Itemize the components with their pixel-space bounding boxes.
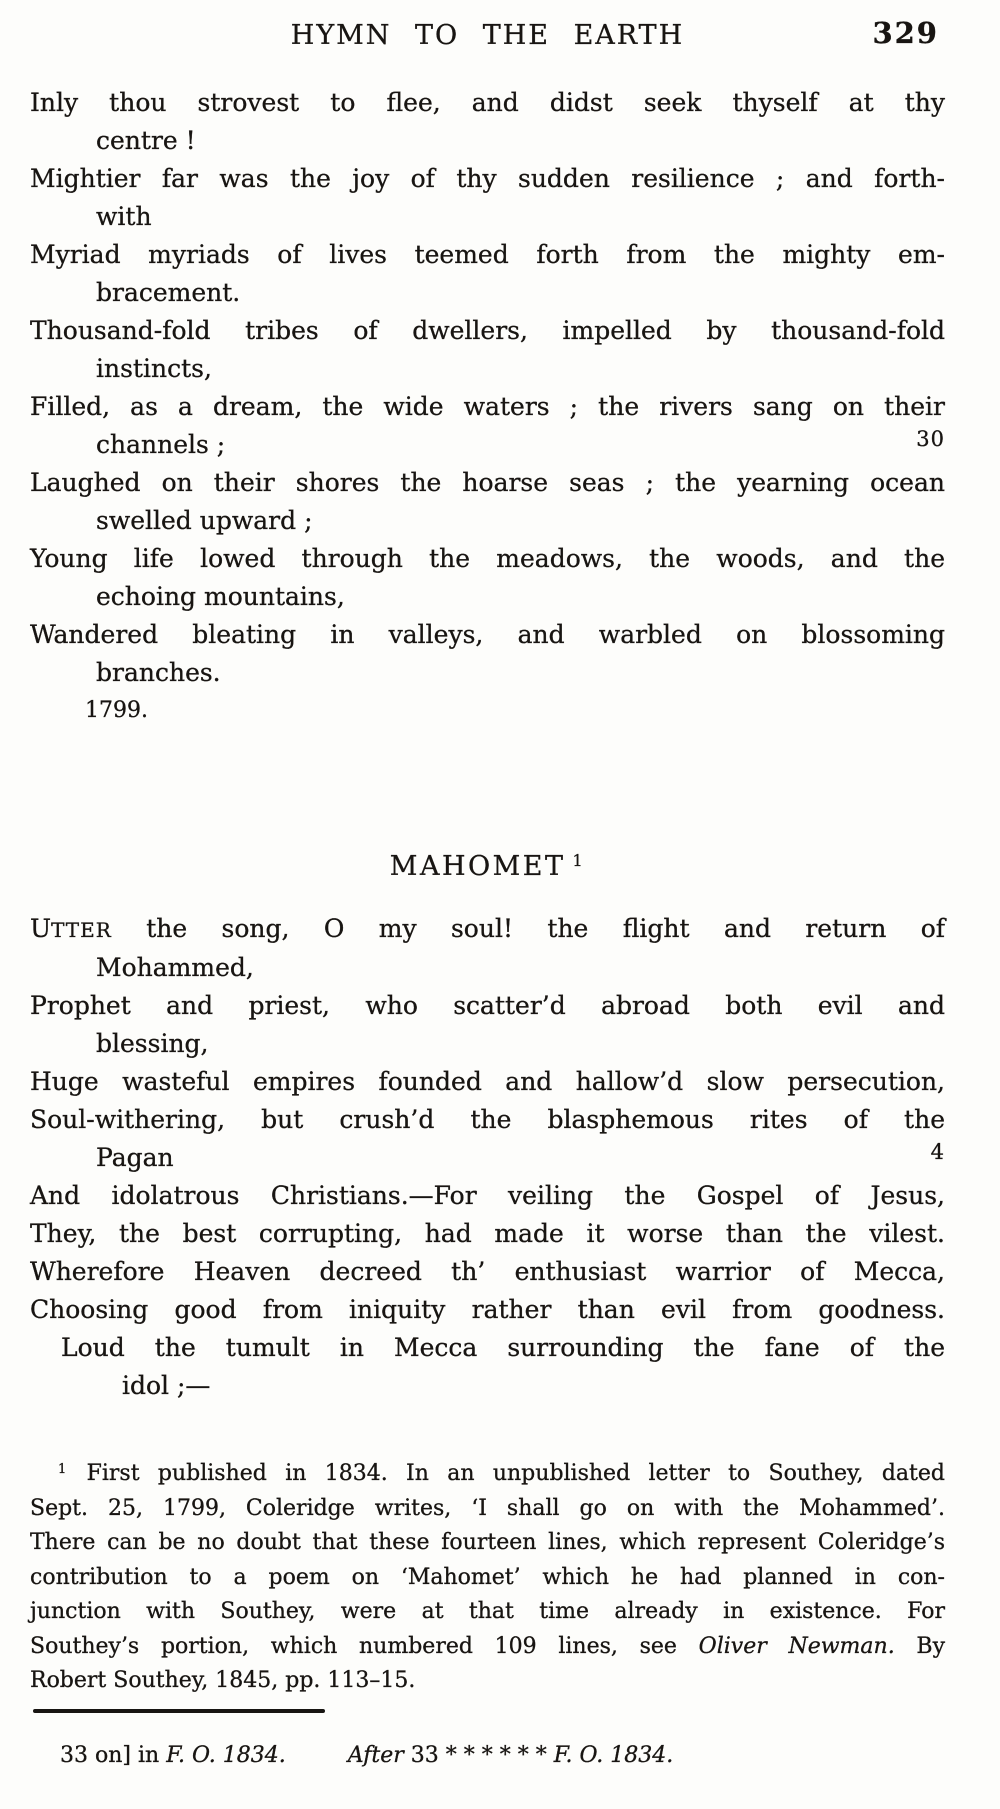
verse-line — [30, 1101, 945, 1139]
text-segment: branches. — [96, 658, 221, 687]
text-segment: Mohammed, — [96, 953, 254, 982]
text-segment: Robert Southey, 1845, pp. 113–15. — [30, 1668, 416, 1693]
verse-line — [30, 312, 945, 350]
verse-line — [30, 84, 945, 122]
poem-hymn-to-the-earth — [30, 84, 945, 730]
text-segment: After — [347, 1742, 411, 1768]
verse-line — [30, 949, 945, 987]
text-segment: Mightier far was the joy of thy sudden resilience ; and forth- — [30, 164, 945, 193]
verse-line — [30, 1215, 945, 1253]
text-segment: Oliver Newman. — [698, 1633, 895, 1659]
poem-mahomet — [30, 910, 945, 1405]
text-segment: bracement. — [96, 278, 241, 307]
text-segment: 1 — [58, 1462, 67, 1477]
verse-line — [30, 1139, 945, 1177]
verse-line — [30, 1367, 945, 1405]
text-segment: 33 * * * * * * — [410, 1742, 554, 1768]
footnote-line — [30, 1492, 945, 1527]
text-segment: with — [96, 202, 152, 231]
text-segment: U — [30, 914, 52, 943]
text-segment: swelled upward ; — [96, 506, 313, 535]
text-segment: And idolatrous Christians.—For veiling the Gospel of Jesus, — [30, 1181, 945, 1210]
text-segment: Wherefore Heaven decreed th’ enthusiast warrior of Mecca, — [30, 1257, 945, 1286]
text-segment: echoing mountains, — [96, 582, 345, 611]
text-segment: the song, O my soul! the flight and return of — [111, 914, 945, 943]
verse-line — [30, 464, 945, 502]
text-segment: Prophet and priest, who scatter’d abroad both evil and — [30, 991, 945, 1020]
verse-line — [30, 1025, 945, 1063]
text-segment: Thousand-fold tribes of dwellers, impelled by thousand-fold — [30, 316, 945, 345]
verse-line — [30, 350, 945, 388]
verse-line — [30, 1063, 945, 1101]
page-number: 329 — [872, 16, 939, 50]
verse-line — [30, 198, 945, 236]
verse-line — [30, 122, 945, 160]
verse-line — [30, 388, 945, 426]
text-segment: Myriad myriads of lives teemed forth from the mighty em- — [30, 240, 945, 269]
text-segment: contribution to a poem on ‘Mahomet’ which he had planned in con- — [30, 1564, 945, 1590]
footnote-line — [30, 1664, 945, 1699]
footnote-reference-mark: 1 — [572, 851, 586, 870]
footnote — [30, 1453, 945, 1699]
text-segment: First published in 1834. In an unpublished letter to Southey, dated — [68, 1461, 945, 1486]
verse-line — [30, 160, 945, 198]
verse-line — [30, 1177, 945, 1215]
text-segment: channels ; — [96, 430, 226, 459]
verse-line — [30, 274, 945, 312]
text-segment: Wandered bleating in valleys, and warbled on blossoming — [30, 620, 945, 649]
footnote-line — [30, 1595, 945, 1630]
verse-line — [30, 578, 945, 616]
text-segment: Laughed on their shores the hoarse seas ; the yearning ocean — [30, 468, 945, 497]
critical-apparatus — [30, 1739, 945, 1777]
verse-line-number: 4 — [930, 1140, 945, 1164]
text-segment: 1799. — [85, 698, 148, 723]
text-segment: junction with Southey, were at that time already in existence. For — [30, 1599, 945, 1624]
text-segment: F. O. 1834. — [553, 1742, 674, 1768]
footnote-line — [30, 1630, 945, 1665]
page-title: HYMN TO THE EARTH — [290, 20, 685, 51]
apparatus-line — [60, 1739, 945, 1777]
verse-line — [30, 1329, 945, 1367]
verse-line — [30, 236, 945, 274]
verse-line — [30, 692, 945, 730]
verse-line — [30, 540, 945, 578]
poem-mahomet-heading — [30, 844, 945, 884]
poem-mahomet-title: MAHOMET — [389, 851, 566, 882]
text-segment: Pagan — [96, 1143, 174, 1172]
running-header — [30, 0, 945, 66]
verse-line — [30, 616, 945, 654]
text-segment: Inly thou strovest to flee, and didst seek thyself at thy — [30, 88, 945, 117]
text-segment: 33 on] in — [60, 1742, 167, 1768]
text-segment: They, the best corrupting, had made it worse than the vilest. — [30, 1219, 945, 1248]
verse-line — [30, 1253, 945, 1291]
verse-line-number: 30 — [916, 427, 945, 451]
text-segment: By — [894, 1633, 945, 1659]
text-segment: centre ! — [96, 126, 196, 155]
text-segment: There can be no doubt that these fourteen lines, which represent Coleridge’s — [30, 1530, 945, 1555]
footnote-line — [30, 1526, 945, 1561]
text-segment: Young life lowed through the meadows, the woods, and the — [30, 544, 945, 573]
text-segment: Filled, as a dream, the wide waters ; the rivers sang on their — [30, 392, 945, 421]
text-segment: instincts, — [96, 354, 212, 383]
verse-line — [30, 426, 945, 464]
text-segment: Loud the tumult in Mecca surrounding the fane of the — [61, 1333, 945, 1362]
verse-line — [30, 910, 945, 949]
text-segment: TTER — [51, 918, 112, 942]
verse-line — [30, 502, 945, 540]
text-segment: Sept. 25, 1799, Coleridge writes, ‘I shall go on with the Mohammed’. — [30, 1495, 945, 1521]
apparatus-divider-rule — [33, 1709, 325, 1713]
text-segment: Huge wasteful empires founded and hallow’d slow persecution, — [30, 1067, 945, 1096]
text-segment: Southey’s portion, which numbered 109 lines, see — [30, 1633, 699, 1659]
footnote-line — [30, 1561, 945, 1596]
text-segment: Soul-withering, but crush’d the blasphemous rites of the — [30, 1105, 945, 1134]
text-segment: F. O. 1834. — [166, 1742, 286, 1768]
verse-line — [30, 654, 945, 692]
text-segment: Choosing good from iniquity rather than evil from goodness. — [30, 1295, 945, 1324]
verse-line — [30, 987, 945, 1025]
footnote-line — [30, 1453, 945, 1492]
verse-line — [30, 1291, 945, 1329]
text-segment: idol ;— — [122, 1371, 211, 1400]
text-segment: blessing, — [96, 1029, 209, 1058]
